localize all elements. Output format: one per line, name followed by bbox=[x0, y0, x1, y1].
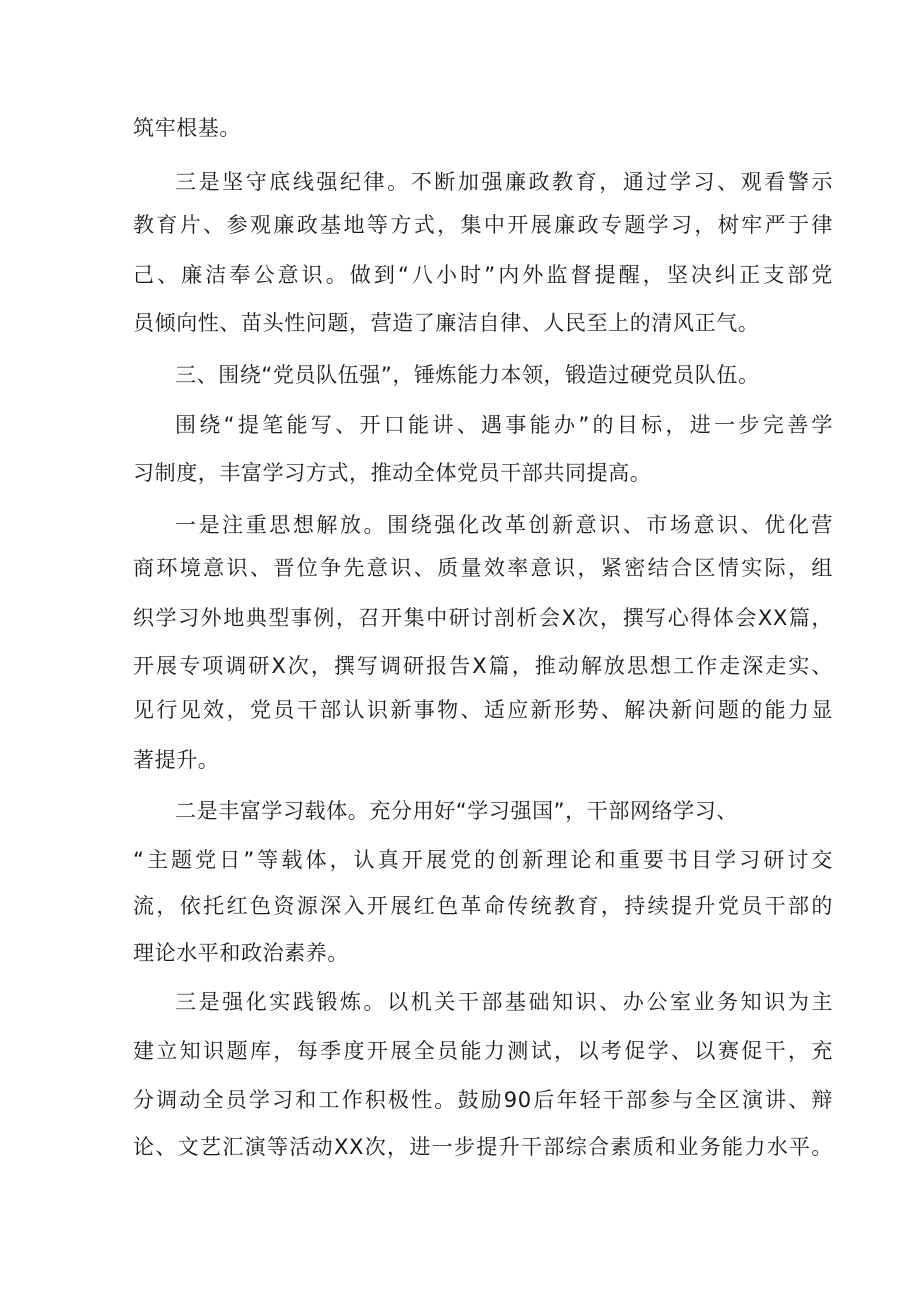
text-line: 三是强化实践锻炼。以机关干部基础知识、办公室业务知识为主 bbox=[175, 990, 833, 1014]
text-line: 筑牢根基。 bbox=[133, 116, 241, 140]
text-line: 见行见效，党员干部认识新事物、适应新形势、解决新问题的能力显 bbox=[133, 698, 833, 722]
text-line: 己、廉洁奉公意识。做到“八小时”内外监督提醒，坚决纠正支部党 bbox=[133, 263, 833, 287]
text-line: 习制度，丰富学习方式，推动全体党员干部共同提高。 bbox=[133, 461, 652, 485]
text-line: 围绕“提笔能写、开口能讲、遇事能办”的目标，进一步完善学 bbox=[175, 413, 833, 437]
text-line: 二是丰富学习载体。充分用好“学习强国”，干部网络学习、 bbox=[175, 799, 738, 823]
text-line: 织学习外地典型事例，召开集中研讨剖析会X次，撰写心得体会XX篇， bbox=[133, 606, 833, 630]
text-line: 理论水平和政治素养。 bbox=[133, 941, 349, 965]
text-line: 三是坚守底线强纪律。不断加强廉政教育，通过学习、观看警示 bbox=[175, 170, 833, 194]
text-line: 商环境意识、晋位争先意识、质量效率意识，紧密结合区情实际，组 bbox=[133, 556, 833, 580]
text-line: “主题党日”等载体，认真开展党的创新理论和重要书目学习研讨交 bbox=[133, 848, 833, 872]
text-line: 论、文艺汇演等活动XX次，进一步提升干部综合素质和业务能力水平。 bbox=[133, 1135, 833, 1159]
text-line: 著提升。 bbox=[133, 748, 220, 772]
text-line: 分调动全员学习和工作积极性。鼓励90后年轻干部参与全区演讲、辩 bbox=[133, 1088, 833, 1112]
section-heading: 三、围绕“党员队伍强”，锤炼能力本领，锻造过硬党员队伍。 bbox=[175, 363, 760, 387]
text-line: 开展专项调研X次，撰写调研报告X篇，推动解放思想工作走深走实、 bbox=[133, 654, 833, 678]
text-line: 教育片、参观廉政基地等方式，集中开展廉政专题学习，树牢严于律 bbox=[133, 213, 833, 237]
text-line: 流，依托红色资源深入开展红色革命传统教育，持续提升党员干部的 bbox=[133, 894, 833, 918]
text-line: 一是注重思想解放。围绕强化改革创新意识、市场意识、优化营 bbox=[175, 513, 833, 537]
text-line: 建立知识题库，每季度开展全员能力测试，以考促学、以赛促干，充 bbox=[133, 1039, 833, 1063]
text-line: 员倾向性、苗头性问题，营造了廉洁自律、人民至上的清风正气。 bbox=[133, 311, 760, 335]
